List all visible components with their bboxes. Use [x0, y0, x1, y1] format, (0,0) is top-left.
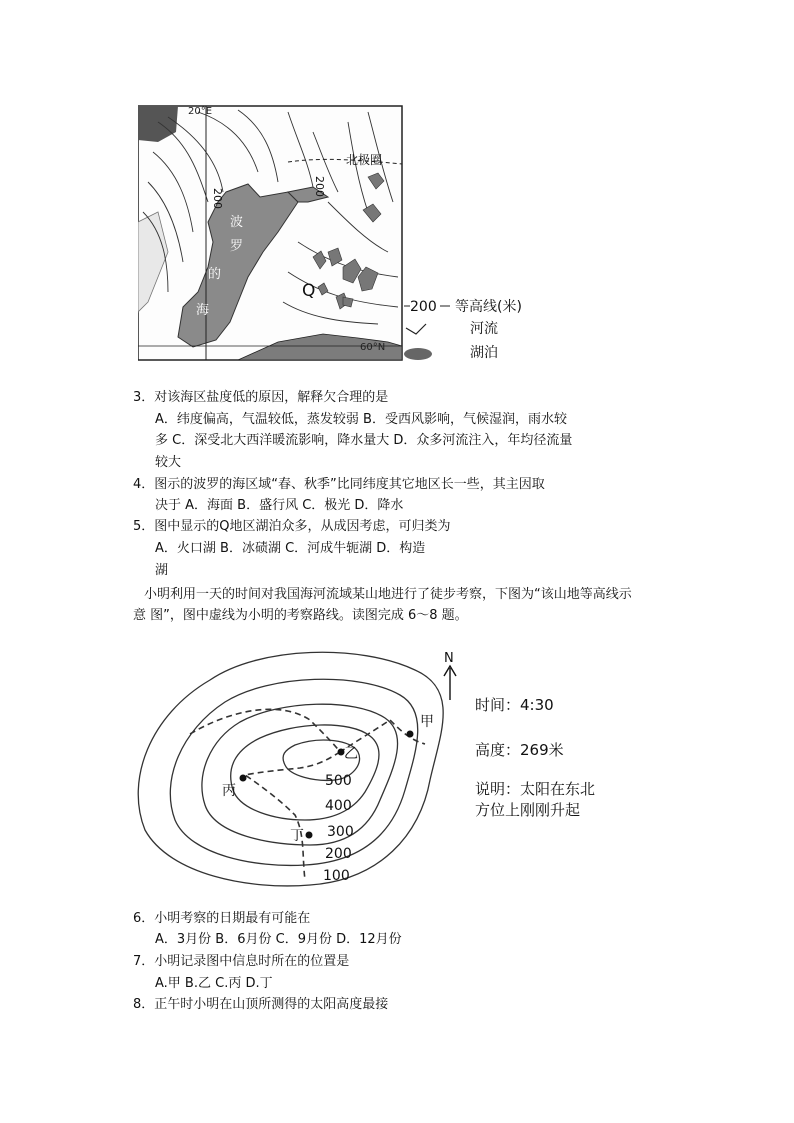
q4-line1: 决于 A．海面 B．盛行风 C．极光 D．降水	[155, 498, 404, 513]
q3-line2: 多 C．深受北大西洋暖流影响，降水量大 D．众多河流注入，年均径流量	[155, 433, 573, 448]
info-note1: 说明：太阳在东北	[475, 780, 596, 798]
point-ding-dot	[306, 832, 313, 839]
contour-label-1: 200	[211, 188, 224, 209]
contour-label-400: 400	[325, 798, 352, 814]
point-ding-label: 丁	[290, 828, 304, 844]
parallel-label: 60°N	[360, 342, 386, 353]
sea-char-2: 罗	[230, 239, 244, 254]
q5-line2: 湖	[155, 563, 169, 578]
q4-stem: 4．图示的波罗的海区域“春、秋季”比同纬度其它地区长一些，其主因取	[133, 477, 545, 492]
contour-label-2: 200	[313, 176, 326, 197]
point-jia-label: 甲	[420, 714, 434, 730]
contour-label-500: 500	[325, 773, 352, 789]
sea-char-3: 的	[208, 267, 222, 282]
arctic-circle-label: 北极圈	[346, 153, 383, 167]
point-bing-dot	[240, 775, 247, 782]
contour-map	[130, 640, 618, 902]
q3-line3: 较大	[155, 455, 182, 470]
meridian-label: 20°E	[188, 106, 213, 117]
sea-char-1: 波	[230, 215, 244, 230]
point-yi-label: 乙	[344, 746, 358, 762]
info-height: 高度：269米	[475, 741, 564, 759]
legend-lake-label: 湖泊	[470, 345, 498, 361]
q6-stem: 6．小明考察的日期最有可能在	[133, 911, 311, 926]
baltic-map	[138, 102, 464, 364]
legend-contour-label: 等高线(米)	[455, 299, 522, 315]
q7-options: A.甲 B.乙 C.丙 D.丁	[155, 976, 273, 991]
sea-char-4: 海	[196, 303, 210, 318]
info-time: 时间：4:30	[475, 696, 554, 714]
baltic-map-graphic	[138, 102, 464, 364]
north-label: N	[444, 651, 454, 666]
point-q-label: Q	[302, 281, 316, 301]
contour-label-200: 200	[325, 846, 352, 862]
intro-line1: 小明利用一天的时间对我国海河流域某山地进行了徒步考察，下图为“该山地等高线示	[144, 587, 632, 602]
legend-river-label: 河流	[470, 321, 498, 337]
contour-label-300: 300	[327, 824, 354, 840]
lake-icon	[404, 348, 432, 360]
q5-stem: 5．图中显示的Q地区湖泊众多，从成因考虑，可归类为	[133, 519, 451, 534]
q8-stem: 8．正午时小明在山顶所测得的太阳高度最接	[133, 997, 389, 1012]
legend-contour-symbol: 200	[410, 299, 437, 315]
contour-label-100: 100	[323, 868, 350, 884]
point-bing-label: 丙	[222, 783, 236, 799]
info-note2: 方位上刚刚升起	[475, 801, 581, 819]
intro-line2: 意 图”，图中虚线为小明的考察路线。读图完成 6～8 题。	[133, 608, 468, 623]
q7-stem: 7．小明记录图中信息时所在的位置是	[133, 954, 350, 969]
q3-line1: A．纬度偏高，气温较低，蒸发较弱 B．受西风影响，气候湿润，雨水较	[155, 412, 567, 427]
q6-options: A．3月份 B．6月份 C．9月份 D．12月份	[155, 932, 402, 947]
point-jia-dot	[407, 731, 414, 738]
q3-stem: 3．对该海区盐度低的原因，解释欠合理的是	[133, 390, 389, 405]
q5-line1: A．火口湖 B．冰碛湖 C．河成牛轭湖 D．构造	[155, 541, 426, 556]
contour-map-graphic	[130, 640, 618, 902]
